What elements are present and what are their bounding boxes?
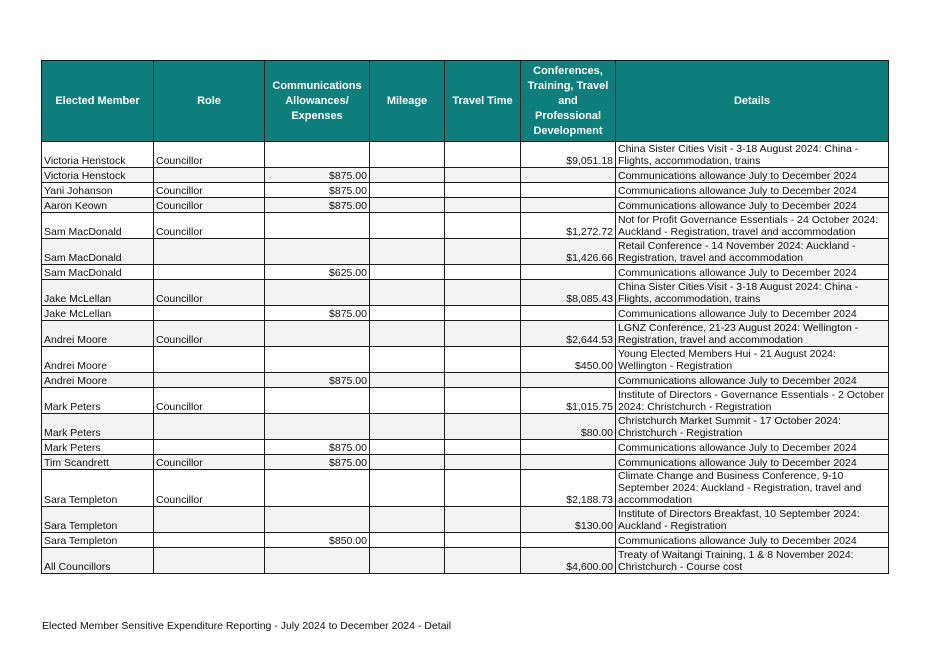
cell-role: Councillor <box>154 142 265 168</box>
cell-details: Young Elected Members Hui - 21 August 2024: Wellington - Registration <box>616 347 889 373</box>
cell-role: Councillor <box>154 280 265 306</box>
page-footer: Elected Member Sensitive Expenditure Reporting - July 2024 to December 2024 - Detail <box>42 620 452 632</box>
cell-communications: $875.00 <box>265 183 370 198</box>
cell-mileage <box>370 265 445 280</box>
cell-role <box>154 414 265 440</box>
table-row <box>42 213 889 239</box>
cell-details: Communications allowance July to December 2024 <box>616 440 889 455</box>
cell-communications <box>265 321 370 347</box>
cell-role: Councillor <box>154 198 265 213</box>
cell-elected-member: Sam MacDonald <box>42 213 154 239</box>
cell-elected-member: Mark Peters <box>42 414 154 440</box>
cell-details: Communications allowance July to December 2024 <box>616 183 889 198</box>
header-role: Role <box>154 61 265 142</box>
cell-conferences: $9,051.18 <box>521 142 616 168</box>
cell-conferences <box>521 168 616 183</box>
cell-travel-time <box>445 280 521 306</box>
cell-elected-member: Yani Johanson <box>42 183 154 198</box>
cell-mileage <box>370 414 445 440</box>
cell-elected-member: Andrei Moore <box>42 373 154 388</box>
cell-details: Communications allowance July to December 2024 <box>616 455 889 470</box>
cell-mileage <box>370 373 445 388</box>
table-row <box>42 470 889 507</box>
cell-role: Councillor <box>154 388 265 414</box>
cell-details: Christchurch Market Summit - 17 October 2024: Christchurch - Registration <box>616 414 889 440</box>
cell-communications: $875.00 <box>265 168 370 183</box>
table-row <box>42 388 889 414</box>
cell-elected-member: Sara Templeton <box>42 507 154 533</box>
cell-conferences: $8,085.43 <box>521 280 616 306</box>
cell-details: China Sister Cities Visit - 3-18 August 2024: China - Flights, accommodation, trains <box>616 142 889 168</box>
cell-role <box>154 168 265 183</box>
cell-role: Councillor <box>154 470 265 507</box>
cell-communications: $625.00 <box>265 265 370 280</box>
cell-conferences: $4,600.00 <box>521 548 616 574</box>
cell-elected-member: Tim Scandrett <box>42 455 154 470</box>
cell-travel-time <box>445 507 521 533</box>
cell-conferences <box>521 455 616 470</box>
table-row <box>42 347 889 373</box>
table-row <box>42 455 889 470</box>
expenditure-table <box>41 60 889 574</box>
cell-conferences: $1,426.66 <box>521 239 616 265</box>
cell-details: Climate Change and Business Conference, 9-10 September 2024: Auckland - Registration, travel and accommodation <box>616 470 889 507</box>
header-mileage: Mileage <box>370 61 445 142</box>
cell-travel-time <box>445 321 521 347</box>
cell-role <box>154 440 265 455</box>
cell-travel-time <box>445 265 521 280</box>
table-body <box>42 142 889 574</box>
cell-role: Councillor <box>154 213 265 239</box>
table-row <box>42 239 889 265</box>
table-row <box>42 373 889 388</box>
cell-travel-time <box>445 168 521 183</box>
cell-travel-time <box>445 239 521 265</box>
cell-role: Councillor <box>154 321 265 347</box>
cell-mileage <box>370 306 445 321</box>
cell-conferences: $130.00 <box>521 507 616 533</box>
cell-role <box>154 507 265 533</box>
cell-travel-time <box>445 455 521 470</box>
cell-travel-time <box>445 347 521 373</box>
cell-role: Councillor <box>154 455 265 470</box>
table-row <box>42 265 889 280</box>
cell-elected-member: Jake McLellan <box>42 280 154 306</box>
cell-details: Communications allowance July to December 2024 <box>616 306 889 321</box>
table-row <box>42 183 889 198</box>
cell-details: Communications allowance July to December 2024 <box>616 373 889 388</box>
cell-role <box>154 373 265 388</box>
table-row <box>42 198 889 213</box>
cell-communications <box>265 239 370 265</box>
table-row <box>42 168 889 183</box>
table-row <box>42 306 889 321</box>
cell-conferences <box>521 265 616 280</box>
table-row <box>42 440 889 455</box>
header-elected-member: Elected Member <box>42 61 154 142</box>
cell-mileage <box>370 470 445 507</box>
cell-conferences: $2,188.73 <box>521 470 616 507</box>
table-row <box>42 321 889 347</box>
cell-conferences <box>521 198 616 213</box>
cell-elected-member: All Councillors <box>42 548 154 574</box>
cell-travel-time <box>445 470 521 507</box>
cell-elected-member: Victoria Henstock <box>42 142 154 168</box>
cell-conferences: $1,015.75 <box>521 388 616 414</box>
header-details: Details <box>616 61 889 142</box>
cell-role <box>154 265 265 280</box>
cell-communications: $850.00 <box>265 533 370 548</box>
cell-elected-member: Sam MacDonald <box>42 265 154 280</box>
cell-details: Institute of Directors Breakfast, 10 September 2024: Auckland - Registration <box>616 507 889 533</box>
cell-travel-time <box>445 306 521 321</box>
cell-role <box>154 306 265 321</box>
cell-details: Communications allowance July to December 2024 <box>616 198 889 213</box>
cell-travel-time <box>445 548 521 574</box>
cell-role <box>154 347 265 373</box>
cell-travel-time <box>445 440 521 455</box>
cell-mileage <box>370 198 445 213</box>
cell-mileage <box>370 213 445 239</box>
cell-communications <box>265 470 370 507</box>
table-row <box>42 280 889 306</box>
cell-mileage <box>370 440 445 455</box>
cell-travel-time <box>445 533 521 548</box>
table-row <box>42 507 889 533</box>
cell-conferences: $1,272.72 <box>521 213 616 239</box>
cell-travel-time <box>445 388 521 414</box>
cell-travel-time <box>445 414 521 440</box>
header-travel-time: Travel Time <box>445 61 521 142</box>
cell-travel-time <box>445 373 521 388</box>
cell-details: China Sister Cities Visit - 3-18 August 2024: China - Flights, accommodation, trains <box>616 280 889 306</box>
cell-elected-member: Jake McLellan <box>42 306 154 321</box>
cell-mileage <box>370 507 445 533</box>
cell-role <box>154 533 265 548</box>
cell-communications <box>265 414 370 440</box>
cell-elected-member: Andrei Moore <box>42 347 154 373</box>
cell-details: Not for Profit Governance Essentials - 24 October 2024: Auckland - Registration, travel and accommodation <box>616 213 889 239</box>
cell-details: Communications allowance July to December 2024 <box>616 533 889 548</box>
cell-role <box>154 239 265 265</box>
cell-communications: $875.00 <box>265 306 370 321</box>
cell-details: Institute of Directors - Governance Essentials - 2 October 2024: Christchurch - Registration <box>616 388 889 414</box>
cell-mileage <box>370 280 445 306</box>
cell-travel-time <box>445 198 521 213</box>
cell-mileage <box>370 168 445 183</box>
cell-details: Treaty of Waitangi Training, 1 & 8 November 2024: Christchurch - Course cost <box>616 548 889 574</box>
cell-conferences <box>521 533 616 548</box>
cell-mileage <box>370 548 445 574</box>
cell-conferences <box>521 306 616 321</box>
cell-details: Retail Conference - 14 November 2024: Auckland - Registration, travel and accommodation <box>616 239 889 265</box>
cell-mileage <box>370 347 445 373</box>
table-row <box>42 142 889 168</box>
header-row <box>42 61 889 142</box>
table-row <box>42 414 889 440</box>
table-row <box>42 533 889 548</box>
cell-elected-member: Victoria Henstock <box>42 168 154 183</box>
cell-conferences: $80.00 <box>521 414 616 440</box>
cell-travel-time <box>445 213 521 239</box>
cell-conferences <box>521 440 616 455</box>
cell-elected-member: Mark Peters <box>42 440 154 455</box>
cell-communications <box>265 548 370 574</box>
header-communications: Communications Allowances/ Expenses <box>265 61 370 142</box>
cell-role <box>154 548 265 574</box>
cell-elected-member: Sam MacDonald <box>42 239 154 265</box>
cell-communications: $875.00 <box>265 440 370 455</box>
cell-communications <box>265 142 370 168</box>
header-conferences: Conferences, Training, Travel and Professional Development <box>521 61 616 142</box>
cell-travel-time <box>445 142 521 168</box>
table-row <box>42 548 889 574</box>
cell-mileage <box>370 533 445 548</box>
cell-conferences: $450.00 <box>521 347 616 373</box>
cell-conferences <box>521 373 616 388</box>
cell-details: Communications allowance July to December 2024 <box>616 265 889 280</box>
cell-communications <box>265 388 370 414</box>
cell-communications <box>265 347 370 373</box>
cell-communications: $875.00 <box>265 373 370 388</box>
cell-elected-member: Mark Peters <box>42 388 154 414</box>
cell-conferences <box>521 183 616 198</box>
cell-communications <box>265 213 370 239</box>
cell-elected-member: Andrei Moore <box>42 321 154 347</box>
cell-mileage <box>370 388 445 414</box>
cell-mileage <box>370 183 445 198</box>
cell-mileage <box>370 142 445 168</box>
cell-role: Councillor <box>154 183 265 198</box>
cell-conferences: $2,644.53 <box>521 321 616 347</box>
cell-communications: $875.00 <box>265 455 370 470</box>
cell-communications <box>265 507 370 533</box>
cell-mileage <box>370 455 445 470</box>
cell-communications: $875.00 <box>265 198 370 213</box>
cell-details: LGNZ Conference, 21-23 August 2024: Wellington - Registration, travel and accommodation <box>616 321 889 347</box>
cell-elected-member: Sara Templeton <box>42 470 154 507</box>
cell-elected-member: Aaron Keown <box>42 198 154 213</box>
cell-communications <box>265 280 370 306</box>
cell-details: Communications allowance July to December 2024 <box>616 168 889 183</box>
cell-travel-time <box>445 183 521 198</box>
cell-elected-member: Sara Templeton <box>42 533 154 548</box>
cell-mileage <box>370 239 445 265</box>
cell-mileage <box>370 321 445 347</box>
